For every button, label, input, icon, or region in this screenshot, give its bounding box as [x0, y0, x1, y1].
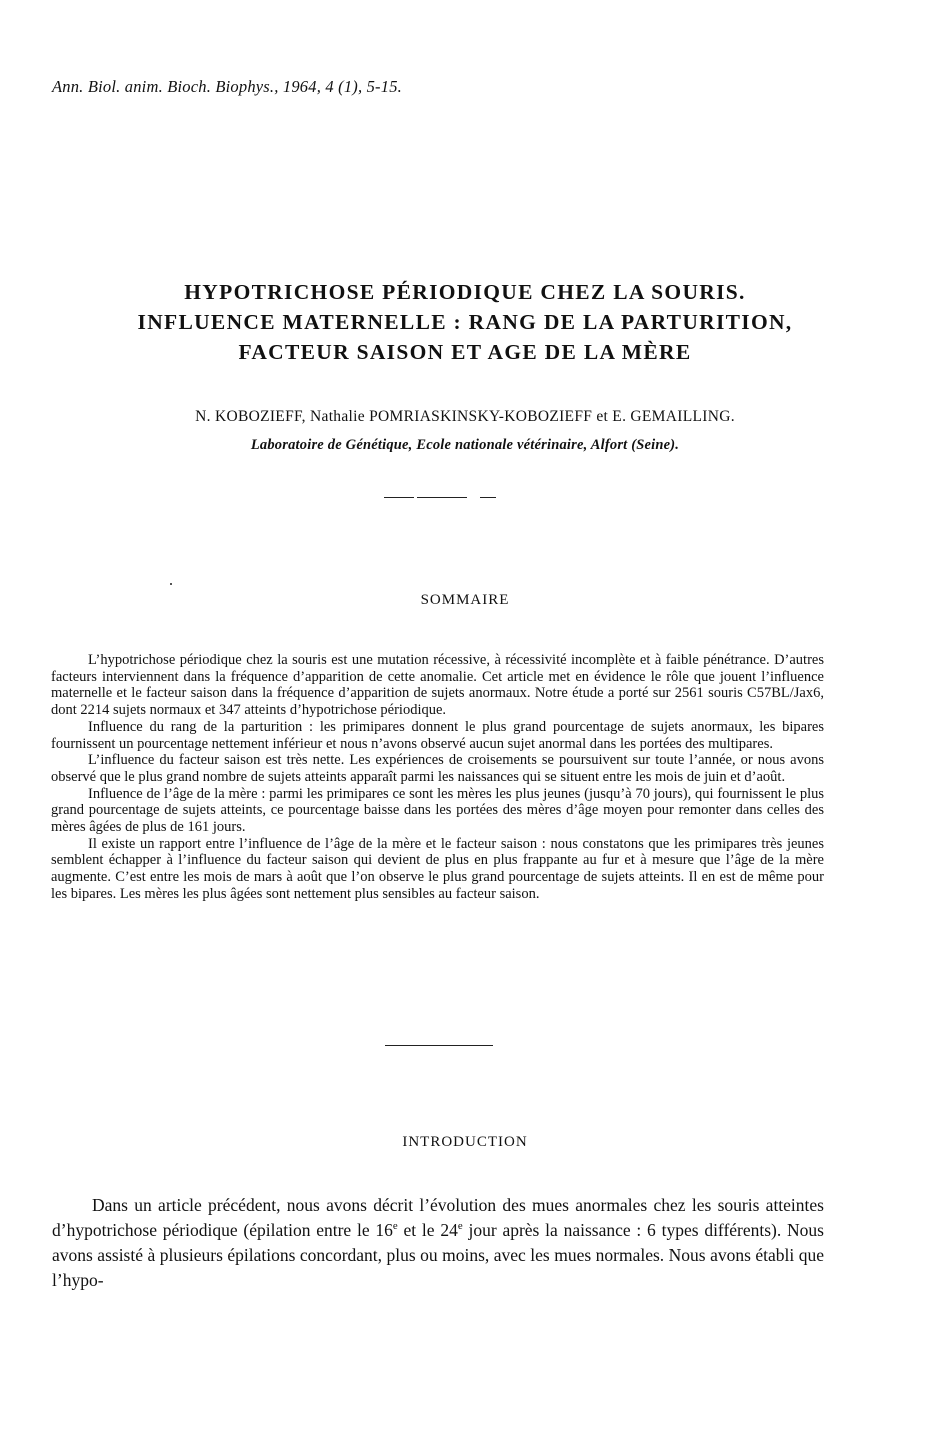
section-separator-rule [385, 1045, 493, 1046]
author-affiliation: Laboratoire de Génétique, Ecole nationale vétérinaire, Alfort (Seine). [250, 437, 680, 453]
sommaire-heading: SOMMAIRE [420, 592, 510, 608]
article-title [60, 277, 870, 367]
intro-text-part: et le 24 [397, 1220, 458, 1240]
author-list: N. KOBOZIEFF, Nathalie POMRIASKINSKY-KOBOZIEFF et E. GEMAILLING. [195, 408, 735, 425]
sommaire-paragraph: L’hypotrichose périodique chez la souris est une mutation récessive, à récessivité incomplète et à faible pénétrance. D’autres facteurs interviennent dans la fréquence d’apparition de cette anomalie. Cet article met en évidence le rôle que jouent l’influence maternelle et le facteur saison dans la fréquence d’apparition de sujets anormaux. Notre étude a porté sur 2561 souris C57BL/Jax6, dont 2214 sujets normaux et 347 atteints d’hypotrichose périodique. [51, 652, 824, 719]
title-line-1: HYPOTRICHOSE PÉRIODIQUE CHEZ LA SOURIS. [184, 280, 746, 304]
title-separator-rule [384, 497, 496, 498]
journal-citation: Ann. Biol. anim. Bioch. Biophys., 1964, 4 (1), 5-15. [52, 77, 402, 96]
intro-text-part: Dans un article précédent, nous avons décrit l’évolution des mues anormales chez les souris atteintes d’hypotrichose périodique (épilation entre le 16 [52, 1195, 824, 1240]
intro-text-part: jour après la naissance : 6 types différents). Nous avons assisté à plusieurs épilations concordant, plus ou moins, avec les mues normales. Nous avons établi que l’hypo- [52, 1220, 824, 1290]
print-speck [170, 583, 172, 585]
ordinal-superscript: e [457, 1220, 463, 1233]
sommaire-paragraph: L’influence du facteur saison est très nette. Les expériences de croisements se poursuivent sur toute l’année, or nous avons observé que le plus grand nombre de sujets atteints apparaît parmi les naissances qui se situent entre les mois de juin et d’août. [51, 752, 824, 785]
introduction-body [52, 1193, 824, 1293]
sommaire-paragraph: Influence de l’âge de la mère : parmi les primipares ce sont les mères les plus jeunes (jusqu’à 70 jours), qui fournissent le plus grand pourcentage de sujets atteints, ce pourcentage baisse dans les portées des mères d’âge moyen pour remonter dans celles des mères âgées de plus de 161 jours. [51, 785, 824, 836]
sommaire-paragraph: Il existe un rapport entre l’influence de l’âge de la mère et le facteur saison : nous constatons que les primipares très jeunes semblent échapper à l’influence du facteur saison qui devient de plus en plus frappante au fur et à mesure que l’âge de la mère augmente. C’est entre les mois de mars à août que l’on observe le plus grand pourcentage de sujets atteints. Il en est de même pour les bipares. Les mères les plus âgées sont nettement plus sensibles au facteur saison. [51, 835, 824, 902]
ordinal-superscript: e [392, 1220, 398, 1233]
sommaire-body [51, 652, 824, 903]
introduction-heading: INTRODUCTION [402, 1134, 528, 1150]
title-line-2: INFLUENCE MATERNELLE : RANG DE LA PARTURITION, [137, 310, 793, 334]
title-line-3: FACTEUR SAISON ET AGE DE LA MÈRE [238, 340, 692, 364]
sommaire-paragraph: Influence du rang de la parturition : les primipares donnent le plus grand pourcentage de sujets anormaux, les bipares fournissent un pourcentage nettement inférieur et nous n’avons observé aucun sujet anormal dans les portées des multipares. [51, 718, 824, 752]
introduction-paragraph [52, 1193, 824, 1293]
